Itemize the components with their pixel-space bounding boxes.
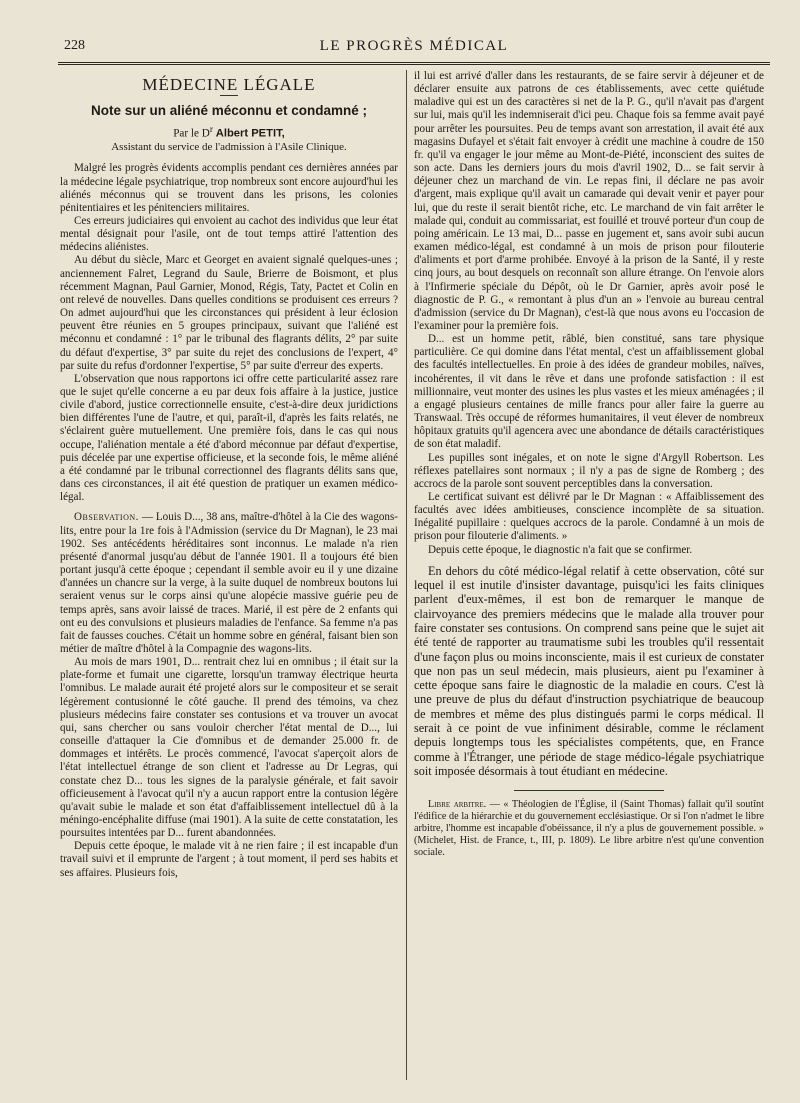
spacer — [414, 557, 764, 564]
author-name: Albert PETIT, — [215, 128, 285, 141]
footnote — [414, 799, 764, 859]
paragraph: Le certificat suivant est délivré par le Dr Magnan : « Affaiblissement des facultés avec idées ambitieuses, conscience incomplète de sa situation. Inégalité pupillaire : quelques accrocs de la parole. Condamné à un mois de prison pour filouterie d'aliments. » — [414, 491, 764, 543]
conclusion-paragraph: En dehors du côté médico-légal relatif à cette observation, côté sur lequel il est inutile d'insister davantage, puisqu'ici les faits cliniques parlent d'eux-mêmes, il est bon de remarquer le manque de clairvoyance des premiers médecins que le malade alla trouver pour faire constater ses contusions. On comprend sans peine que le sujet ait été tenté de rapporter au traumatisme subi les troubles qu'il ressentait d'une façon plus ou moins inconsciente, mais il est curieux de constater que non pas un seul médecin, mais plusieurs, aient pu l'examiner à cette époque sans faire le diagnostic de la maladie en cours. C'est là une preuve de plus du défaut d'instruction psychiatrique de beaucoup de membres et même des plus distingués parmi le corps médical. Il serait à ce point de vue infiniment désirable, comme le réclament depuis longtemps tous les spécialistes compétents, que, en France comme à l'Étranger, une période de stage médico-légale psychiatrique soit imposée désormais à tout étudiant en médecine. — [414, 563, 764, 778]
paragraph: Depuis cette époque, le diagnostic n'a fait que se confirmer. — [428, 543, 693, 556]
paragraph: Au mois de mars 1901, D... rentrait chez lui en omnibus ; il était sur la plate-forme et fumait une cigarette, lorsqu'un tramway électrique heurta l'omnibus. Le malade aurait été projeté alors sur le compositeur et se serait légèrement contusionné le côté gauche. Il prend des témoins, va chez plusieurs médecins faire constater ses contusions et va trouver un avocat qui, sans chercher ou sans vouloir chercher l'état mental de D..., lui conseille d'attaquer la Cie d'omnibus et de demander 25.000 fr. de dommages et intérêts. Le procès commencé, l'avocat s'aperçoit alors de l'état intellectuel étrange de son client et l'adresse au Dr Legras, qui constate chez D... tous les signes de la paralysie générale, et fait savoir officieusement à l'avocat qu'il n'y a aucun rapport entre la contusion légère qu'avait subie le malade et son état d'affaiblissement intellectuel dû à la méningo-encéphalite diffuse (mai 1901). A la suite de cette constatation, les poursuites intentées par D... furent abandonnées. — [60, 656, 398, 840]
byline-sup: r — [209, 125, 213, 136]
page-header — [58, 38, 770, 60]
observation-label: Observation. — [74, 511, 139, 524]
page-number: 228 — [64, 38, 85, 53]
paragraph: il lui est arrivé d'aller dans les restaurants, de se faire servir à déjeuner et de déclarer ensuite aux patrons de ces établissements, avec cette quiétude maladive qui est un des caractères si net de la P. G., qu'il n'avait pas d'argent sur lui, mais qu'il les indemniserait d'ici peu. Chaque fois sa femme avait payé pour arrêter les poursuites. Peu de temps avant son arrestation, il avait été aux magasins Dufayel et s'était fait envoyer à crédit une machine à coudre de 150 fr. qu'il va engager le jour même au Mont-de-Piété, inconscient des suites de son acte. Dans les derniers jours du mois d'avril 1902, D... se fait servir à déjeuner chez un marchand de vin. Le repas fini, il déclare ne pas avoir d'argent, mais explique qu'il avait un camarade qui devait venir et payer pour lui, que du reste il serait bientôt riche, etc. Le marchand de vin fait arrêter le malade qui, conduit au commissariat, est fouillé et trouvé porteur d'un coup de poing américain. Le 13 mai, D... passe en jugement et, sans avoir subi aucun examen médico-légal, est condamné à un mois de prison pour filouterie d'aliments et port d'arme prohibée. Envoyé à la prison de la Santé, il y reste cinq jours, au bout desquels on reconnaît son allure étrange. On l'envoie alors à l'Infirmerie spéciale du Dépôt, où le Dr Garnier, après avoir posé le diagnostic de P. G., « remontant à plus d'un an » l'envoie au bureau central d'admission (service du Dr Magnan), c'est-là que nous avons eu l'occasion de l'examiner pour la première fois. — [414, 70, 764, 332]
footnote-rule — [514, 790, 664, 791]
paragraph: Les pupilles sont inégales, et on note le signe d'Argyll Robertson. Les réflexes patellaires sont normaux ; il n'y a pas de signe de Romberg ; des accrocs de la parole sont souvent perceptibles dans la conversation. — [414, 451, 764, 490]
observation-paragraph — [60, 511, 398, 656]
footnote-text: — « Théologien de l'Église, il (Saint Thomas) fallait qu'il soutînt l'édifice de la hiérarchie et du gouvernement ecclésiastique. Or si l'on n'admet le libre arbitre, l'homme est incapable d'obéissance, il n'y a plus de gouvernement possible. » (Michelet, Hist. de France, t., III, p. 1809). Le libre arbitre n'est qu'une convention sociale. — [414, 799, 764, 859]
paragraph: Malgré les progrès évidents accomplis pendant ces dernières années par la médecine légale psychiatrique, trop nombreux sont encore aujourd'hui les aliénés méconnus qui se trouvent dans les prisons, les colonies pénitentiaires et les pénitenciers militaires. — [60, 162, 398, 214]
paragraph: Au début du siècle, Marc et Georget en avaient signalé quelques-unes ; anciennement Falret, Legrand du Saule, Brierre de Boismont, et plus récemment Magnan, Paul Garnier, Monod, Régis, Taty, Pactet et Colin en ont relevé de nouvelles. Dans quelles conditions se produisent ces erreurs ? On admet aujourd'hui que les circonstances qui président à leur éclosion peuvent être réunies en 5 groupes principaux, suivant que l'aliéné est méconnu et condamné : 1° par le tribunal des flagrants délits, 2° par suite du défaut d'expertise, 3° par suite du rejet des conclusions de l'expert, 4° par suite du refus d'ordonner l'expertise, 5° par suite d'erreur des experts. — [60, 254, 398, 372]
observation-text: — Louis D..., 38 ans, maître-d'hôtel à la Cie des wagons-lits, entre pour la 1re fois à l'Admission (service du Dr Magnan), le 23 mai 1902. Ses antécédents héréditaires sont inconnus. Le malade n'a rien présenté d'anormal jusqu'au début de l'année 1901. Il a toujours été bien portant jusqu'à cette époque ; cependant il semble avoir eu il y une dizaine d'années un chancre sur la verge, à la suite duquel de nombreux boutons lui seraient venus sur le corps ainsi qu'une alopécie massive guérie peu de temps après, sans avoir laissé de traces. Marié, il est père de 2 enfants qui ont eu des convulsions et plusieurs maladies de l'enfance. Sa femme n'a pas fait de fausses couches. C'était un homme sobre en général, faisant bien son métier de maître d'hôtel à la Compagnie des wagons-lits. — [60, 511, 398, 655]
section-rule — [220, 95, 238, 96]
left-column — [60, 70, 398, 880]
column-divider — [406, 70, 407, 1080]
article-title: Note sur un aliéné méconnu et condamné ; — [90, 103, 368, 119]
byline-prefix: Par le D — [173, 128, 210, 141]
paragraph: D... est un homme petit, râblé, bien constitué, sans tare physique particulière. Ce qui domine dans l'état mental, c'est un affaiblissement global des facultés intellectuelles. En proie à des idées de grandeur mobiles, naïves, incohérentes, il vit dans le rêve et dans une profonde satisfaction : il est millionnaire, veut monter des usines les plus vastes et les mieux aménagées ; il a engagé plusieurs centaines de mille francs pour aller faire la guerre au Transwaal. Très occupé de réformes humanitaires, il veut élever de nombreux hôpitaux gratuits qu'il agencera avec une abondance de détails caractéristiques de son état maladif. — [414, 333, 764, 451]
footnote-label: Libre arbitre. — [428, 799, 487, 811]
paragraph: L'observation que nous rapportons ici offre cette particularité assez rare que le sujet qu'elle concerne a eu par deux fois affaire à la justice, justice civile d'abord, justice correctionnelle ensuite, c'est-à-dire deux juridictions bien différentes l'une de l'autre, et qui, paraît-il, d'après les faits relatés, ne s'éclairent guère mutuellement. Une première fois, dans le cas qui nous occupe, l'aliénation mentale a été d'abord méconnue par défaut d'expertise, puis décelée par une expertise officieuse, et la seconde fois, le même aliéné a été condamné par le tribunal correctionnel des flagrants délits sans que, dans ces circonstances, il ait été question de pratiquer un examen médico-légal. — [60, 372, 398, 504]
article-byline — [60, 124, 398, 141]
paragraph: Ces erreurs judiciaires qui envoient au cachot des individus que leur état mental désignait pour l'asile, ont de tout temps attiré l'attention des médecins aliénistes. — [60, 214, 398, 254]
spacer — [60, 504, 398, 511]
author-affiliation: Assistant du service de l'admission à l'Asile Clinique. — [111, 141, 347, 154]
paragraph: Depuis cette époque, le malade vit à ne rien faire ; il est incapable d'un travail suivi et il emprunte de l'argent ; à tout moment, il perd ses habits et ses affaires. Plusieurs fois, — [60, 840, 398, 879]
section-title: MÉDECINE LÉGALE — [142, 75, 316, 94]
header-rule — [58, 62, 770, 65]
right-column — [414, 70, 764, 859]
journal-title: LE PROGRÈS MÉDICAL — [319, 38, 509, 54]
